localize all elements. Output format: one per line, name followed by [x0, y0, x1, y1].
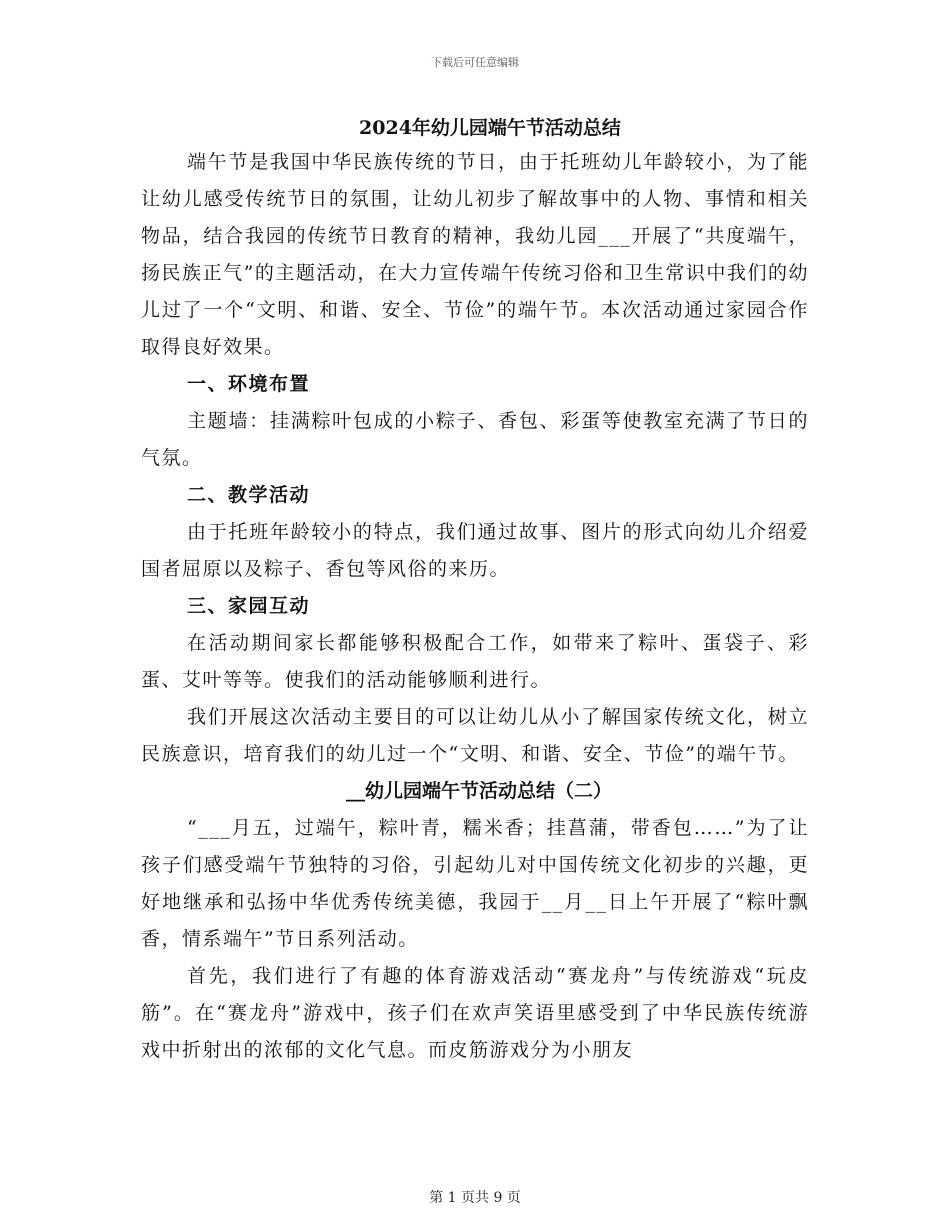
paragraph-intro: 端午节是我国中华民族传统的节日，由于托班幼儿年龄较小，为了能让幼儿感受传统节日的氛围，让幼儿初步了解故事中的人物、事情和相关物品，结合我园的传统节日教育的精神，我幼儿园___开展了“共度端午，扬民族正气”的主题活动，在大力宣传端午传统习俗和卫生常识中我们的幼儿过了一个“文明、和谐、安全、节俭”的端午节。本次活动通过家园合作取得良好效果。 [141, 151, 809, 358]
document-title: 2024年幼儿园端午节活动总结 [359, 117, 621, 139]
page-footer: 第 1 页共 9 页 [429, 1190, 521, 1206]
paragraph-family: 在活动期间家长都能够积极配合工作，如带来了粽叶、蛋袋子、彩蛋、艾叶等等。使我们的活动能够顺利进行。 [141, 632, 809, 691]
paragraph-part-two-intro: “___月五，过端午，粽叶青，糯米香；挂菖蒲，带香包……”为了让孩子们感受端午节独特的习俗，引起幼儿对中国传统文化初步的兴趣，更好地继承和弘扬中华优秀传统美德，我园于__月__日上午开展了“粽叶飘香，情系端午”节日系列活动。 [141, 817, 809, 950]
paragraph-games: 首先，我们进行了有趣的体育游戏活动“赛龙舟”与传统游戏“玩皮筋”。在“赛龙舟”游戏中，孩子们在欢声笑语里感受到了中华民族传统游戏中折射出的浓郁的文化气息。而皮筋游戏分为小朋友 [141, 965, 809, 1061]
paragraph-purpose: 我们开展这次活动主要目的可以让幼儿从小了解国家传统文化，树立民族意识，培育我们的幼儿过一个“文明、和谐、安全、节俭”的端午节。 [141, 706, 809, 765]
section-heading-environment: 一、环境布置 [187, 373, 311, 395]
paragraph-environment: 主题墙：挂满粽叶包成的小粽子、香包、彩蛋等使教室充满了节日的气氛。 [141, 410, 809, 469]
document-title-part-two: __幼儿园端午节活动总结（二） [345, 780, 612, 802]
paragraph-teaching: 由于托班年龄较小的特点，我们通过故事、图片的形式向幼儿介绍爱国者屈原以及粽子、香包等风俗的来历。 [141, 521, 809, 580]
page-header: 下载后可任意编辑 [431, 56, 519, 69]
section-heading-family: 三、家园互动 [187, 595, 311, 617]
document-body [141, 112, 809, 1069]
section-heading-teaching: 二、教学活动 [187, 484, 311, 506]
